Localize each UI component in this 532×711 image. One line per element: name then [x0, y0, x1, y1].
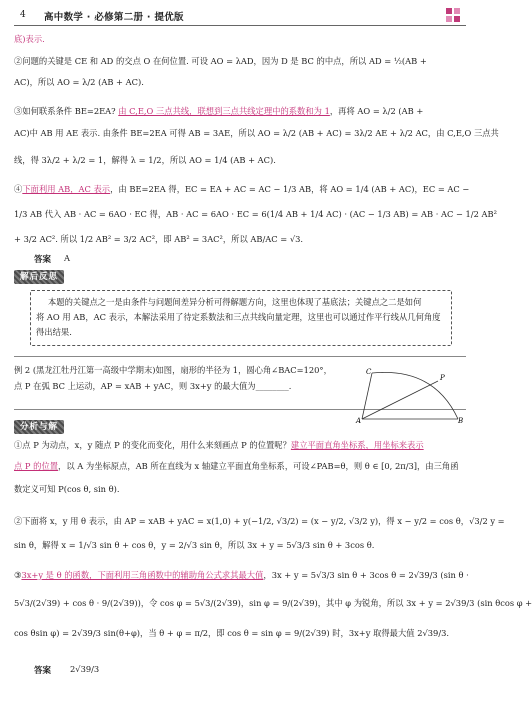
text-line: 1/3 AB 代入 AB · AC = 6AO · EC 得，AB · AC = 6AO · EC = 6(1/4 AB + 1/4 AC) · (AC − 1/3 AB) = AB · AC − 1/2 AB²: [14, 209, 497, 219]
highlight-span: 3x+y 是 θ 的函数，下面利用三角函数中的辅助角公式求其最大值: [21, 570, 264, 580]
text-line: 点 P 在弧 BC 上运动，AP = xAB + yAC，则 3x+y 的最大值为________.: [14, 381, 292, 391]
answer-label: 答案: [34, 255, 52, 265]
text-line: 将 AO 用 AB，AC 表示，本解法采用了待定系数法和三点共线向量定理，这里也可以通过作平行线从几何角度: [36, 312, 441, 322]
highlight-span: 建立平面直角坐标系，用坐标来表示: [290, 440, 424, 450]
text-span: ，3x + y = 5√3/3 sin θ + 3cos θ = 2√39/3 (sin θ ·: [263, 570, 469, 580]
text-line: [14, 570, 469, 581]
arc-bc: [372, 372, 458, 419]
text-span: ，由 BE=2EA 得，EC = EA + AC = AC − 1/3 AB，将 AO = 1/4 (AB + AC)，EC = AC −: [110, 184, 470, 194]
text-line: [14, 461, 466, 472]
text-line: sin θ，解得 x = 1/√3 sin θ + cos θ，y = 2/√3 sin θ，所以 3x + y = 5√3/3 sin θ + 3cos θ.: [14, 540, 375, 550]
highlight-span: 由 C,E,O 三点共线，联想到三点共线定理中的系数和为 1: [118, 106, 330, 116]
text-line: AC)中 AB 用 AE 表示. 由条件 BE=2EA 可得 AB = 3AE，所以 AO = λ/2 (AB + AC) = 3λ/2 AE + λ/2 AC，由 C,E,O 三点共: [14, 128, 499, 138]
point-label-p: P: [440, 374, 445, 382]
page-number: 4: [20, 10, 26, 20]
point-label-b: B: [458, 417, 464, 425]
segment-ac: [362, 373, 372, 419]
segment-ap: [362, 381, 438, 419]
answer-label: 答案: [34, 666, 52, 676]
text-line: AC)，所以 AO = λ/2 (AB + AC).: [14, 77, 144, 87]
section-tag-reflection: 解后反思: [14, 270, 64, 284]
text-line: 本题的关键点之一是由条件与问题间差异分析可得解题方向，这里也体现了基底法；关键点之二是如何: [48, 297, 422, 307]
page-header: [14, 8, 466, 28]
text-line: cos θsin φ) = 2√39/3 sin(θ+φ)，当 θ + φ = π/2，即 cos θ = sin φ = 9/(2√39) 时，3x+y 取得最大值 2√39/3.: [14, 628, 450, 638]
text-span: ①点 P 为动点，x，y 随点 P 的变化而变化，用什么来刻画点 P 的位置呢？: [14, 440, 291, 450]
answer-value: 2√39/3: [70, 664, 100, 674]
text-span: ，以 A 为坐标原点，AB 所在直线为 x 轴建立平面直角坐标系，可设∠PAB=θ，则 θ ∈ [0, 2π/3]，由三角函: [58, 461, 459, 471]
text-span: ④: [14, 184, 23, 194]
text-line: 数定义可知 P(cos θ, sin θ).: [14, 484, 120, 494]
header-rule: [14, 25, 466, 26]
text-span: ，再将 AO = λ/2 (AB +: [329, 106, 424, 116]
text-span: ③: [14, 570, 22, 580]
text-line: 例 2 (黑龙江牡丹江第一高级中学期末)如图，扇形的半径为 1，圆心角∠BAC=120°，: [14, 365, 332, 375]
book-title: 高中数学 · 必修第二册 · 提优版: [44, 12, 184, 23]
text-line: [14, 106, 466, 117]
point-label-c: C: [366, 368, 372, 376]
text-line: 得出结果.: [36, 327, 72, 337]
text-line: ②问题的关键是 CE 和 AD 的交点 O 在何位置. 可设 AO = λAD，因为 D 是 BC 的中点，所以 AD = ½(AB +: [14, 56, 427, 66]
point-label-a: A: [356, 417, 362, 425]
text-line: 线，得 3λ/2 + λ/2 = 1，解得 λ = 1/2，所以 AO = 1/4 (AB + AC).: [14, 155, 276, 165]
sector-figure: [354, 367, 466, 423]
text-span: ③如何联系条件 BE=2EA?: [14, 106, 119, 116]
text-line: [14, 440, 466, 451]
text-line: 底)表示.: [14, 34, 45, 44]
text-line: ②下面将 x，y 用 θ 表示，由 AP = xAB + yAC = x(1,0) + y(−1/2, √3/2) = (x − y/2, √3/2 y)，得 x − y/2 = cos θ，√3/2 y =: [14, 516, 505, 526]
header-decoration-icon: [446, 8, 460, 22]
text-line: [14, 184, 470, 195]
text-line: 5√3/(2√39) + cos θ · 9/(2√39))，令 cos φ = 5√3/(2√39)，sin φ = 9/(2√39)，其中 φ 为锐角，所以 3x + y = 2√39/3 (sin θcos φ +: [14, 598, 532, 608]
text-line: + 3/2 AC². 所以 1/2 AB² = 3/2 AC²，即 AB² = 3AC²，所以 AB/AC = √3.: [14, 234, 304, 244]
section-tag-analysis: 分析与解: [14, 420, 64, 434]
highlight-span: 点 P 的位置: [14, 461, 59, 471]
answer-value: A: [64, 253, 70, 263]
highlight-span: 下面利用 AB，AC 表示: [22, 184, 111, 194]
